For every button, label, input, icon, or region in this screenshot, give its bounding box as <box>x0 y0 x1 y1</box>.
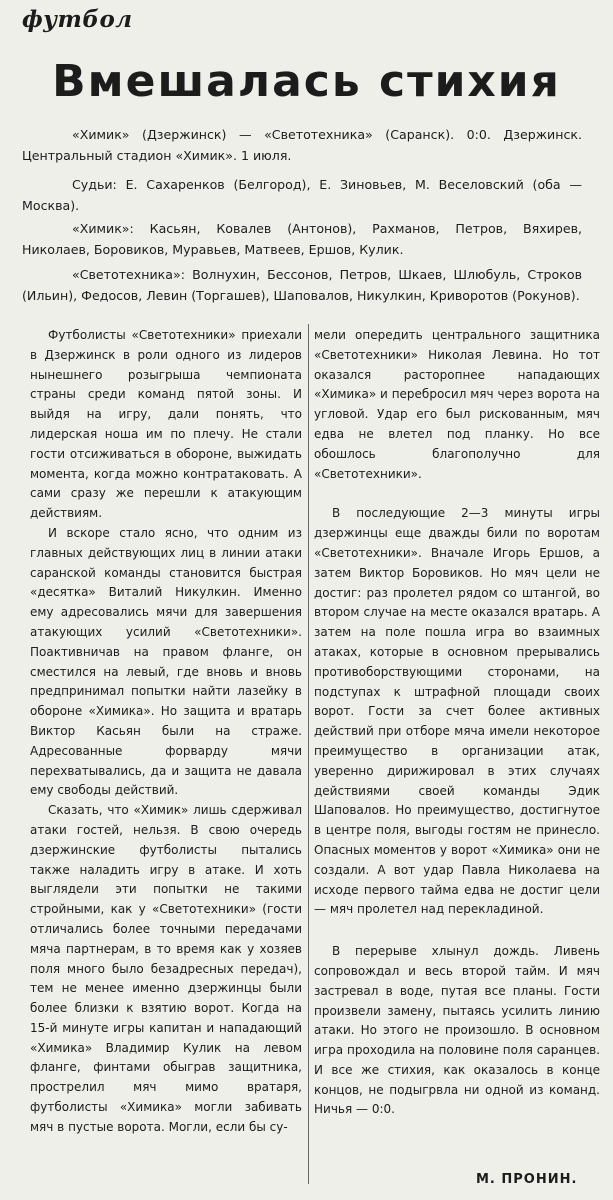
paragraph: мели опередить центрального защитника «Светотехники» Николая Левина. Но тот оказался расторопнее нападающих «Химика» и перебросил мяч через ворота на угловой. Удар его был рискованным, мяч едва не влетел под планку. Но все обошлось благополучно для «Светотехники». <box>314 328 600 481</box>
rubric: футбол <box>22 6 133 33</box>
article-column-left <box>30 326 302 1138</box>
paragraph: И вскоре стало ясно, что одним из главных действующих лиц в линии атаки саранской команды становится быстрая «десятка» Виталий Никулкин. Именно ему адресовались мячи для завершения атакующих усилий «Светотехники». Поактивничав на правом фланге, он сместился на левый, где вновь и вновь предпринимал попытки найти лазейку в обороне «Химика». Но защита и вратарь Виктор Касьян были на страже. Адресованные форварду мячи перехватывались, да и защита не давала ему свободы действий. <box>30 525 302 798</box>
headline: Вмешалась стихия <box>52 56 561 107</box>
paragraph: В перерыве хлынул дождь. Ливень сопровождал и весь второй тайм. И мяч застревал в воде, путая все планы. Гости произвели замену, пытаясь усилить линию атаки. Но этого не произошло. В основном игра проходила на половине поля саранцев. И все же стихия, как оказалось в конце концов, не подыгрвла ни одной из команд. Ничья — 0:0. <box>314 944 600 1117</box>
article-column-right <box>314 326 600 1120</box>
author-signature: М. ПРОНИН. <box>476 1172 578 1187</box>
paragraph: В последующие 2—3 минуты игры дзержинцы еще дважды били по воротам «Светотехники». Вначале Игорь Ершов, а затем Виктор Боровиков. Но мяч цели не достиг: раз пролетел рядом со штангой, во втором случае на месте оказался вратарь. А затем на поле пошла игра во взаимных атаках, которые в основном прерывались противоборствующими сторонами, на подступах к штрафной площади своих ворот. Гости за счет более активных действий при отборе мяча имели некоторое преимущество в организации атак, уверенно дирижировал в этих случаях действиями своей команды Эдик Шаповалов. Но преимущество, достигнутое в центре поля, выгоды гостям не принесло. Опасных моментов у ворот «Химика» они не создали. А вот удар Павла Николаева на исходе первого тайма едва не достиг цели — мяч пролетел над перекладиной. <box>314 506 600 917</box>
lineup-away: «Светотехника»: Волнухин, Бессонов, Петров, Шкаев, Шлюбуль, Строков (Ильин), Федосов, Левин (Торгашев), Шаповалов, Никулкин, Криворотов (Рокунов). <box>22 267 582 303</box>
referees: Судьи: Е. Сахаренков (Белгород), Е. Зиновьев, М. Веселовский (оба — Москва). <box>22 177 582 213</box>
paragraph: Сказать, что «Химик» лишь сдерживал атаки гостей, нельзя. В свою очередь дзержинские футболисты пытались также наладить игру в атаке. И хоть выглядели эти попытки не такими стройными, как у «Светотехники» (гости отличались более точными передачами мяча партнерам, в то время как у хозяев поля много было безадресных передач), тем не менее именно дзержинцы были более близки к взятию ворот. Когда на 15-й минуте игры капитан и нападающий «Химика» Владимир Кулик на левом фланге, финтами обыграв защитника, прострелил мяч мимо вратаря, футболисты «Химика» могли забивать мяч в пустые ворота. Могли, если бы су- <box>30 803 302 1134</box>
column-divider <box>308 324 309 1184</box>
lineup-home: «Химик»: Касьян, Ковалев (Антонов), Рахманов, Петров, Вяхирев, Николаев, Боровиков, Муравьев, Матвеев, Ершов, Кулик. <box>22 221 582 257</box>
paragraph: Футболисты «Светотехники» приехали в Дзержинск в роли одного из лидеров нынешнего розыгрыша чемпионата страны среди команд пятой зоны. И выйдя на игру, дали понять, что лидерская ноша им по плечу. Не стали гости отсиживаться в обороне, выжидать момента, когда можно контратаковать. А сами сразу же перешли к атакующим действиям. <box>30 328 302 521</box>
match-info: «Химик» (Дзержинск) — «Светотехника» (Саранск). 0:0. Дзержинск. Центральный стадион «Химик». 1 июля. <box>22 127 582 163</box>
